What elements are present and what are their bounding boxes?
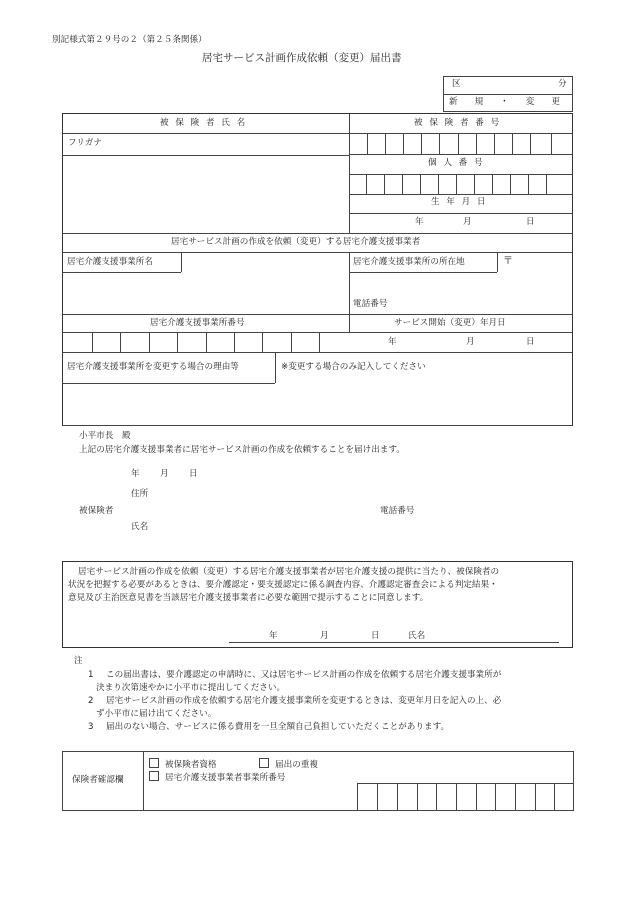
declaration-statement: 上記の居宅介護支援事業者に居宅サービス計画の作成を依頼することを届け出ます。: [79, 445, 405, 455]
consent-month[interactable]: 月: [320, 631, 329, 641]
checkbox-icon[interactable]: [149, 758, 159, 768]
checkbox-icon[interactable]: [149, 771, 159, 781]
page-title: 居宅サービス計画作成依頼（変更）届出書: [202, 52, 402, 64]
office-name-field[interactable]: [64, 273, 348, 313]
furigana-label: フリガナ: [68, 138, 102, 148]
consent-signature-line[interactable]: [229, 642, 559, 643]
check-office-number-label: 居宅介護支援事業者事業所番号: [165, 773, 286, 783]
confirmation-label: 保険者確認欄: [72, 775, 124, 785]
form-number: 別記様式第２９号の２（第２５条関係）: [52, 35, 207, 45]
check-duplicate-label: 届出の重複: [275, 760, 318, 770]
declaration-month[interactable]: 月: [160, 469, 169, 479]
checkbox-icon[interactable]: [259, 758, 269, 768]
note-2-number: 2: [88, 696, 94, 706]
check-insured-qualification-label: 被保険者資格: [165, 760, 217, 770]
check-duplicate[interactable]: [259, 758, 318, 770]
note-2-line-a: 居宅サービス計画の作成を依頼する居宅介護支援事業所を変更するときは、変更年月日を記入の上、必: [106, 696, 502, 706]
birthdate-label: 生 年 月 日: [431, 197, 488, 207]
birthdate-year[interactable]: 年: [415, 217, 424, 227]
birthdate-month[interactable]: 月: [463, 217, 472, 227]
kubun-options[interactable]: 新 規 ・ 変 更: [449, 97, 565, 107]
office-section-title: 居宅サービス計画の作成を依頼（変更）する居宅介護支援事業者: [171, 237, 421, 247]
confirm-number-cells[interactable]: [357, 783, 574, 811]
note-1-number: 1: [88, 670, 94, 680]
postal-mark: 〒: [503, 256, 513, 267]
office-phone-label: 電話番号: [353, 299, 388, 309]
start-year[interactable]: 年: [388, 337, 397, 347]
note-2-line-b: ず小平市に届け出てください。: [96, 709, 217, 719]
declaration-address-label: 住所: [131, 489, 149, 499]
consent-line-2: 状況を把握する必要があるときは、要介護認定・要支援認定に係る調査内容、介護認定審査会による判定結果・: [68, 580, 498, 590]
birthdate-day[interactable]: 日: [526, 217, 535, 227]
insured-number-label: 被 保 険 者 番 号: [414, 118, 502, 128]
note-3-number: 3: [88, 722, 94, 732]
declaration-name-label: 氏名: [131, 522, 149, 532]
declaration-day[interactable]: 日: [189, 469, 198, 479]
consent-line-1: 居宅サービス計画の作成を依頼（変更）する居宅介護支援事業者が居宅介護支援の提供に当たり、被保険者の: [78, 567, 500, 577]
reason-field[interactable]: [64, 384, 572, 424]
declaration-phone-label: 電話番号: [380, 506, 415, 516]
notes-heading: 注: [74, 656, 83, 666]
personal-number-label: 個 人 番 号: [428, 158, 485, 168]
start-date-label: サービス開始（変更）年月日: [394, 318, 506, 328]
start-month[interactable]: 月: [466, 337, 475, 347]
consent-day[interactable]: 日: [371, 631, 380, 641]
start-day[interactable]: 日: [526, 337, 535, 347]
addressee: 小平市長 殿: [79, 431, 131, 441]
consent-year[interactable]: 年: [269, 631, 278, 641]
check-office-number[interactable]: [149, 771, 285, 783]
kubun-label-2: 分: [558, 79, 567, 89]
note-3-line-a: 届出のない場合、サービスに係る費用を一旦全額自己負担していただくことがあります。: [106, 722, 450, 732]
office-address-label: 居宅介護支援事業所の所在地: [353, 257, 465, 267]
insured-name-field[interactable]: [64, 156, 348, 232]
declaration-year[interactable]: 年: [131, 469, 140, 479]
office-name-label: 居宅介護支援事業所名: [67, 257, 153, 267]
kubun-label: 区: [452, 79, 461, 89]
reason-label: 居宅介護支援事業所を変更する場合の理由等: [67, 362, 239, 372]
consent-name-label: 氏名: [408, 631, 426, 641]
insured-name-label: 被 保 険 者 氏 名: [160, 118, 248, 128]
check-insured-qualification[interactable]: [149, 758, 217, 770]
declaration-insured-label: 被保険者: [79, 506, 114, 516]
office-number-label: 居宅介護支援事業所番号: [150, 318, 245, 328]
note-1-line-b: 決まり次第速やかに小平市に提出してください。: [96, 683, 286, 693]
note-1-line-a: この届出書は、要介護認定の申請時に、又は居宅サービス計画の作成を依頼する居宅介護支援事業所が: [106, 670, 502, 680]
consent-line-3: 意見及び主治医意見書を当該居宅介護支援事業者に必要な範囲で提示することに同意します。: [68, 593, 429, 603]
reason-note: ※変更する場合のみ記入してください: [281, 362, 426, 372]
